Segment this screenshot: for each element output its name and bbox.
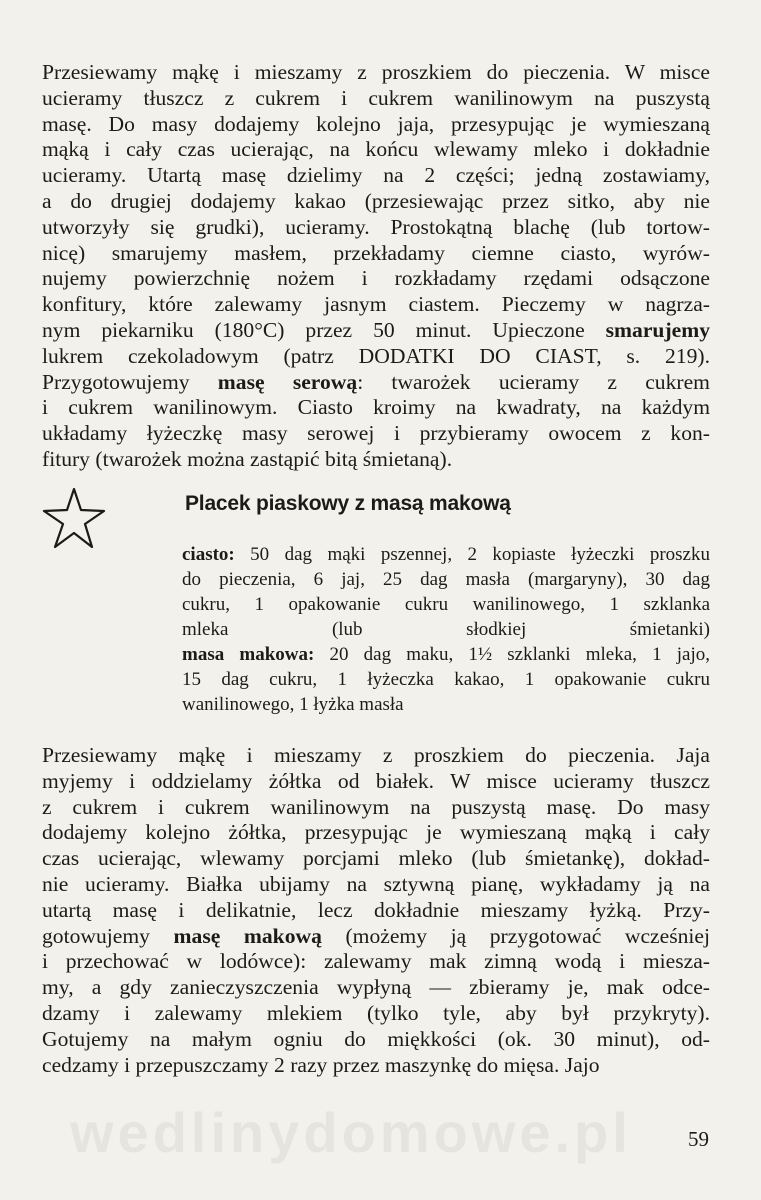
text-line: układamy łyżeczkę masy serowej i przybieramy owocem z kon- xyxy=(42,421,710,446)
text-line: konfitury, które zalewamy jasnym ciastem. Pieczemy w nagrza- xyxy=(42,292,710,317)
text-line: masę. Do masy dodajemy kolejno jaja, przesypując je wymieszaną xyxy=(42,111,710,136)
bold-term: smarujemy xyxy=(605,317,710,342)
text-line: dodajemy kolejno żółtka, przesypując je wymieszaną mąką i cały xyxy=(42,820,710,845)
text-line: czas ucierając, wlewamy porcjami mleko (lub śmietankę), dokład- xyxy=(42,846,710,871)
bold-term: masę serową xyxy=(217,369,358,394)
text-line: nym piekarniku (180°C) przez 50 minut. Upieczone smarujemy xyxy=(42,317,710,342)
text-line: ciasto: 50 dag mąki pszennej, 2 kopiaste łyżeczki proszku xyxy=(182,544,710,565)
paragraph-instructions-top xyxy=(42,60,710,473)
ingredients-list xyxy=(182,542,710,717)
bold-label: masa makowa: xyxy=(182,644,315,665)
recipe-title: Placek piaskowy z masą makową xyxy=(185,492,511,515)
text-line: Przygotowujemy masę serową: twarożek ucieramy z cukrem xyxy=(42,369,710,394)
text-line: mleka (lub słodkiej śmietanki) xyxy=(182,619,710,640)
text-line: 15 dag cukru, 1 łyżeczka kakao, 1 opakowanie cukru xyxy=(182,669,710,690)
text-line: z cukrem i cukrem wanilinowym na puszystą masę. Do masy xyxy=(42,794,710,819)
text-line: lukrem czekoladowym (patrz DODATKI DO CIAST, s. 219). xyxy=(42,343,710,368)
text-line: nie ucieramy. Białka ubijamy na sztywną pianę, wykładamy ją na xyxy=(42,871,710,896)
text-line: my, a gdy zanieczyszczenia wypłyną — zbieramy je, mak odce- xyxy=(42,975,710,1000)
text-line: Przesiewamy mąkę i mieszamy z proszkiem do pieczenia. W misce xyxy=(42,60,710,84)
text-line: utartą masę i delikatnie, lecz dokładnie mieszamy łyżką. Przy- xyxy=(42,897,710,922)
text-line: Gotujemy na małym ogniu do miękkości (ok. 30 minut), od- xyxy=(42,1026,710,1051)
text-line: Przesiewamy mąkę i mieszamy z proszkiem do pieczenia. Jaja xyxy=(42,743,710,767)
text-line: masa makowa: 20 dag maku, 1½ szklanki mleka, 1 jajo, xyxy=(182,644,710,665)
text-line: i przechować w lodówce): zalewamy mak zimną wodą i miesza- xyxy=(42,949,710,974)
page-number: 59 xyxy=(688,1127,709,1151)
watermark: wedlinydomowe.pl xyxy=(70,1101,632,1164)
text-line: do pieczenia, 6 jaj, 25 dag masła (margaryny), 30 dag xyxy=(182,569,710,590)
text-line: mąką i cały czas ucierając, na końcu wlewamy mleko i dokładnie xyxy=(42,137,710,162)
text-line: i cukrem wanilinowym. Ciasto kroimy na kwadraty, na każdym xyxy=(42,395,710,420)
text-line: dzamy i zalewamy mlekiem (tylko tyle, aby był przykryty). xyxy=(42,1000,710,1025)
star-outline-icon xyxy=(40,486,108,554)
text-line: gotowujemy masę makową (możemy ją przygotować wcześniej xyxy=(42,923,710,948)
text-line: nujemy powierzchnię nożem i rozkładamy rzędami odsączone xyxy=(42,266,710,291)
text-line: a do drugiej dodajemy kakao (przesiewając przez sitko, aby nie xyxy=(42,188,710,213)
paragraph-instructions-bottom xyxy=(42,743,710,1078)
text-line: nicę) smarujemy masłem, przekładamy ciemne ciasto, wyrów- xyxy=(42,240,710,265)
text-line: cukru, 1 opakowanie cukru wanilinowego, 1 szklanka xyxy=(182,594,710,615)
text-line: myjemy i oddzielamy żółtka od białek. W misce ucieramy tłuszcz xyxy=(42,768,710,793)
bold-term: masę makową xyxy=(173,923,322,948)
text-line: fitury (twarożek można zastąpić bitą śmietaną). xyxy=(42,446,453,471)
text-line: wanilinowego, 1 łyżka masła xyxy=(182,694,404,715)
bold-label: ciasto: xyxy=(182,544,235,565)
text-line: ucieramy tłuszcz z cukrem i cukrem wanilinowym na puszystą xyxy=(42,85,710,110)
text-line: utworzyły się grudki), ucieramy. Prostokątną blachę (lub tortow- xyxy=(42,214,710,239)
text-line: cedzamy i przepuszczamy 2 razy przez maszynkę do mięsa. Jajo xyxy=(42,1052,600,1077)
text-line: ucieramy. Utartą masę dzielimy na 2 części; jedną zostawiamy, xyxy=(42,163,710,188)
